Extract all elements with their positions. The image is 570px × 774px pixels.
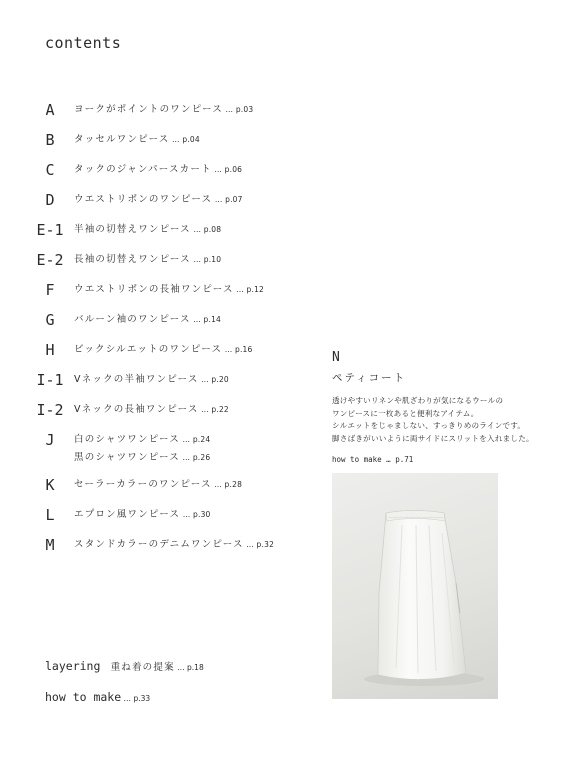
toc-title-text: ビックシルエットのワンピース <box>74 344 223 355</box>
feature-panel <box>332 350 564 464</box>
toc-title-text: バルーン袖のワンピース <box>74 314 191 325</box>
toc-title <box>74 160 242 180</box>
toc-letter: J <box>45 431 55 449</box>
toc-title-text: 半袖の切替えワンピース <box>74 224 191 235</box>
toc-title <box>74 100 253 120</box>
toc-page-number: … p.03 <box>222 105 254 114</box>
toc-letter: E-1 <box>36 221 64 239</box>
toc-title <box>74 475 242 495</box>
toc-letter: L <box>45 506 55 524</box>
toc-letter: H <box>45 341 55 359</box>
toc-page-number: … p.07 <box>212 195 243 204</box>
layering-entry[interactable] <box>45 657 204 676</box>
toc-title-text: ヨークがポイントのワンピース <box>74 104 223 115</box>
petticoat-photo <box>332 473 498 699</box>
toc-title <box>74 190 243 210</box>
toc-title <box>74 370 229 390</box>
toc-title <box>74 310 221 330</box>
toc-letter: F <box>45 281 55 299</box>
toc-page-number: … p.32 <box>243 540 275 549</box>
toc-letter: C <box>45 161 55 179</box>
feature-description <box>332 395 564 445</box>
toc-title-text: 白のシャツワンピース <box>74 434 180 445</box>
feature-letter: N <box>332 350 340 365</box>
page-title: contents <box>45 34 122 52</box>
toc-letter: I-1 <box>36 371 64 389</box>
toc-page-number: … p.30 <box>180 510 211 519</box>
toc-page-number: … p.04 <box>169 135 200 144</box>
toc-letter: A <box>45 101 55 119</box>
toc-title <box>74 280 264 300</box>
feature-reference[interactable]: how to make … p.71 <box>332 455 414 464</box>
toc-title-text: Vネックの長袖ワンピース <box>74 404 199 415</box>
toc-title-text: セーラーカラーのワンピース <box>74 479 212 490</box>
toc-page-number: … p.14 <box>190 315 222 324</box>
toc-page-number: … p.22 <box>198 405 229 414</box>
toc-letter: G <box>45 311 55 329</box>
toc-page-number: … p.16 <box>222 345 253 354</box>
toc-title <box>74 400 229 420</box>
toc-subtitle-text: 黒のシャツワンピース <box>74 452 180 463</box>
toc-page-number: … p.28 <box>211 480 243 489</box>
toc-title-text: スタンドカラーのデニムワンピース <box>74 539 244 550</box>
toc-title <box>74 250 221 270</box>
layering-label: layering <box>45 659 101 673</box>
how-to-make-entry[interactable] <box>45 688 150 707</box>
toc-letter: D <box>45 191 55 209</box>
toc-title-text: タックのジャンパースカート <box>74 164 212 175</box>
toc-title-text: タッセルワンピース <box>74 134 170 145</box>
toc-letter: B <box>45 131 55 149</box>
toc-title <box>74 220 221 240</box>
toc-title-text: ウエストリボンの長袖ワンピース <box>74 284 234 295</box>
toc-title <box>74 130 200 150</box>
how-to-make-label: how to make <box>45 690 122 704</box>
how-to-make-page: … p.33 <box>121 694 151 703</box>
toc-page-number: … p.24 <box>179 435 211 444</box>
feature-description-line: 脚さばきがいいように両サイドにスリットを入れました。 <box>332 433 534 443</box>
toc-letter: K <box>45 476 55 494</box>
toc-title <box>74 430 210 450</box>
toc-title-text: Vネックの半袖ワンピース <box>74 374 199 385</box>
feature-description-line: ワンピースに一枚あると便利なアイテム。 <box>332 408 479 418</box>
feature-title: ペティコート <box>332 372 407 384</box>
toc-title <box>74 535 274 555</box>
toc-page-number: … p.08 <box>190 225 222 234</box>
toc-title-text: エプロン風ワンピース <box>74 509 181 520</box>
layering-title: 重ね着の提案 <box>110 662 175 673</box>
feature-description-line: 透けやすいリネンや肌ざわりが気になるウールの <box>332 396 504 405</box>
toc-page-number: … p.10 <box>190 255 222 264</box>
toc-page-number: … p.20 <box>198 375 229 384</box>
toc-title <box>74 505 211 525</box>
toc-title-text: 長袖の切替えワンピース <box>74 254 191 265</box>
toc-letter: E-2 <box>36 251 64 269</box>
toc-title <box>74 340 253 360</box>
toc-letter: I-2 <box>36 401 64 419</box>
layering-page: … p.18 <box>174 663 204 672</box>
toc-page-number: … p.06 <box>211 165 243 174</box>
toc-title-text: ウエストリボンのワンピース <box>74 194 213 205</box>
toc-page-number: … p.12 <box>233 285 265 294</box>
feature-description-line: シルエットをじゃましない、すっきりめのラインです。 <box>332 421 526 430</box>
toc-letter: M <box>45 536 55 554</box>
toc-subtitle-page-number: … p.26 <box>179 453 211 462</box>
toc-subtitle <box>74 448 210 468</box>
